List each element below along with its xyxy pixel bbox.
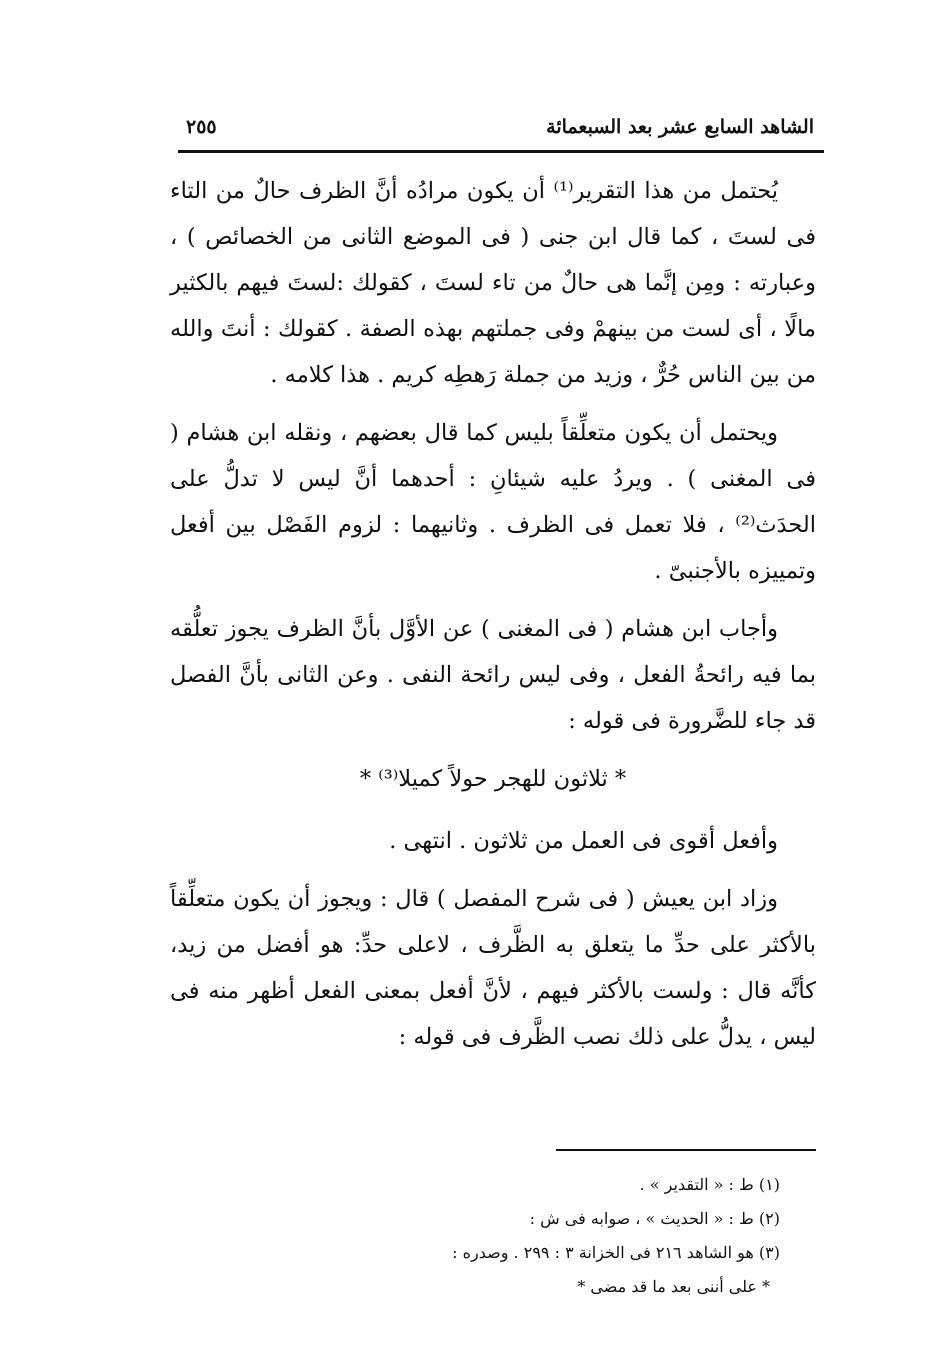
footnote-rule: [556, 1149, 816, 1151]
main-text: [170, 168, 816, 1072]
verse-line: * ثلاثون للهجر حولاً كميلا⁽³⁾ *: [359, 766, 627, 792]
paragraph-after-verse: وأفعل أقوى فى العمل من ثلاثون . انتهى .: [389, 828, 778, 854]
footnote-3: (٣) هو الشاهد ٢١٦ فى الخزانة ٣ : ٢٩٩ . وصدره :: [452, 1243, 780, 1262]
footnote-verse: * على أننى بعد ما قد مضى *: [577, 1277, 770, 1296]
paragraph-1: يُحتمل من هذا التقرير⁽¹⁾ أن يكون مرادُه أنَّ الظرف حالٌ من التاء فى لستَ ، كما قال ابن جنى ( فى الموضع الثانى من الخصائص ) ، وعبارته : ومِن إنَّما هى حالٌ من تاء لستَ ، كقولك :لستَ فيهم بالكثير مالًا ، أى لست من بينهمْ وفى جملتهم بهذه الصفة . كقولك : أنتَ والله من بين الناس حُرٌّ ، وزيد من جملة رَهطِه كريم . هذا كلامه .: [170, 178, 816, 388]
paragraph-3: وأجاب ابن هشام ( فى المغنى ) عن الأوَّل بأنَّ الظرف يجوز تعلُّقه بما فيه رائحةُ الفعل ، وفى ليس رائحة النفى . وعن الثانى بأنَّ الفصل قد جاء للضَّرورة فى قوله :: [170, 616, 816, 734]
header-rule: [178, 150, 824, 153]
page-number: ٢٥٥: [186, 116, 217, 138]
footnote-1: (١) ط : « التقدير » .: [639, 1175, 780, 1194]
running-header: [178, 112, 820, 146]
running-title: الشاهد السابع عشر بعد السبعمائة: [546, 116, 814, 138]
paragraph-4: وزاد ابن يعيش ( فى شرح المفصل ) قال : ويجوز أن يكون متعلِّقاً بالأكثر على حدِّ ما يتعلق به الظَّرف ، لاعلى حدِّ: هو أفضل من زيد، كأنَّه قال : ولست بالأكثر فيهم ، لأنَّ أفعل بمعنى الفعل أظهر منه فى ليس ، يدلُّ على ذلك نصب الظَّرف فى قوله :: [170, 886, 816, 1050]
paragraph-2: ويحتمل أن يكون متعلِّقاً بليس كما قال بعضهم ، ونقله ابن هشام ( فى المغنى ) . ويردُ عليه شيئانِ : أحدهما أنَّ ليس لا تدلُّ على الحدَث⁽²⁾ ، فلا تعمل فى الظرف . وثانيهما : لزوم الفَصْل بين أفعل وتمييزه بالأجنبىّ .: [170, 420, 816, 584]
footnote-2: (٢) ط : « الحديث » ، صوابه فى ش :: [529, 1209, 780, 1228]
footnotes: [360, 1168, 780, 1304]
